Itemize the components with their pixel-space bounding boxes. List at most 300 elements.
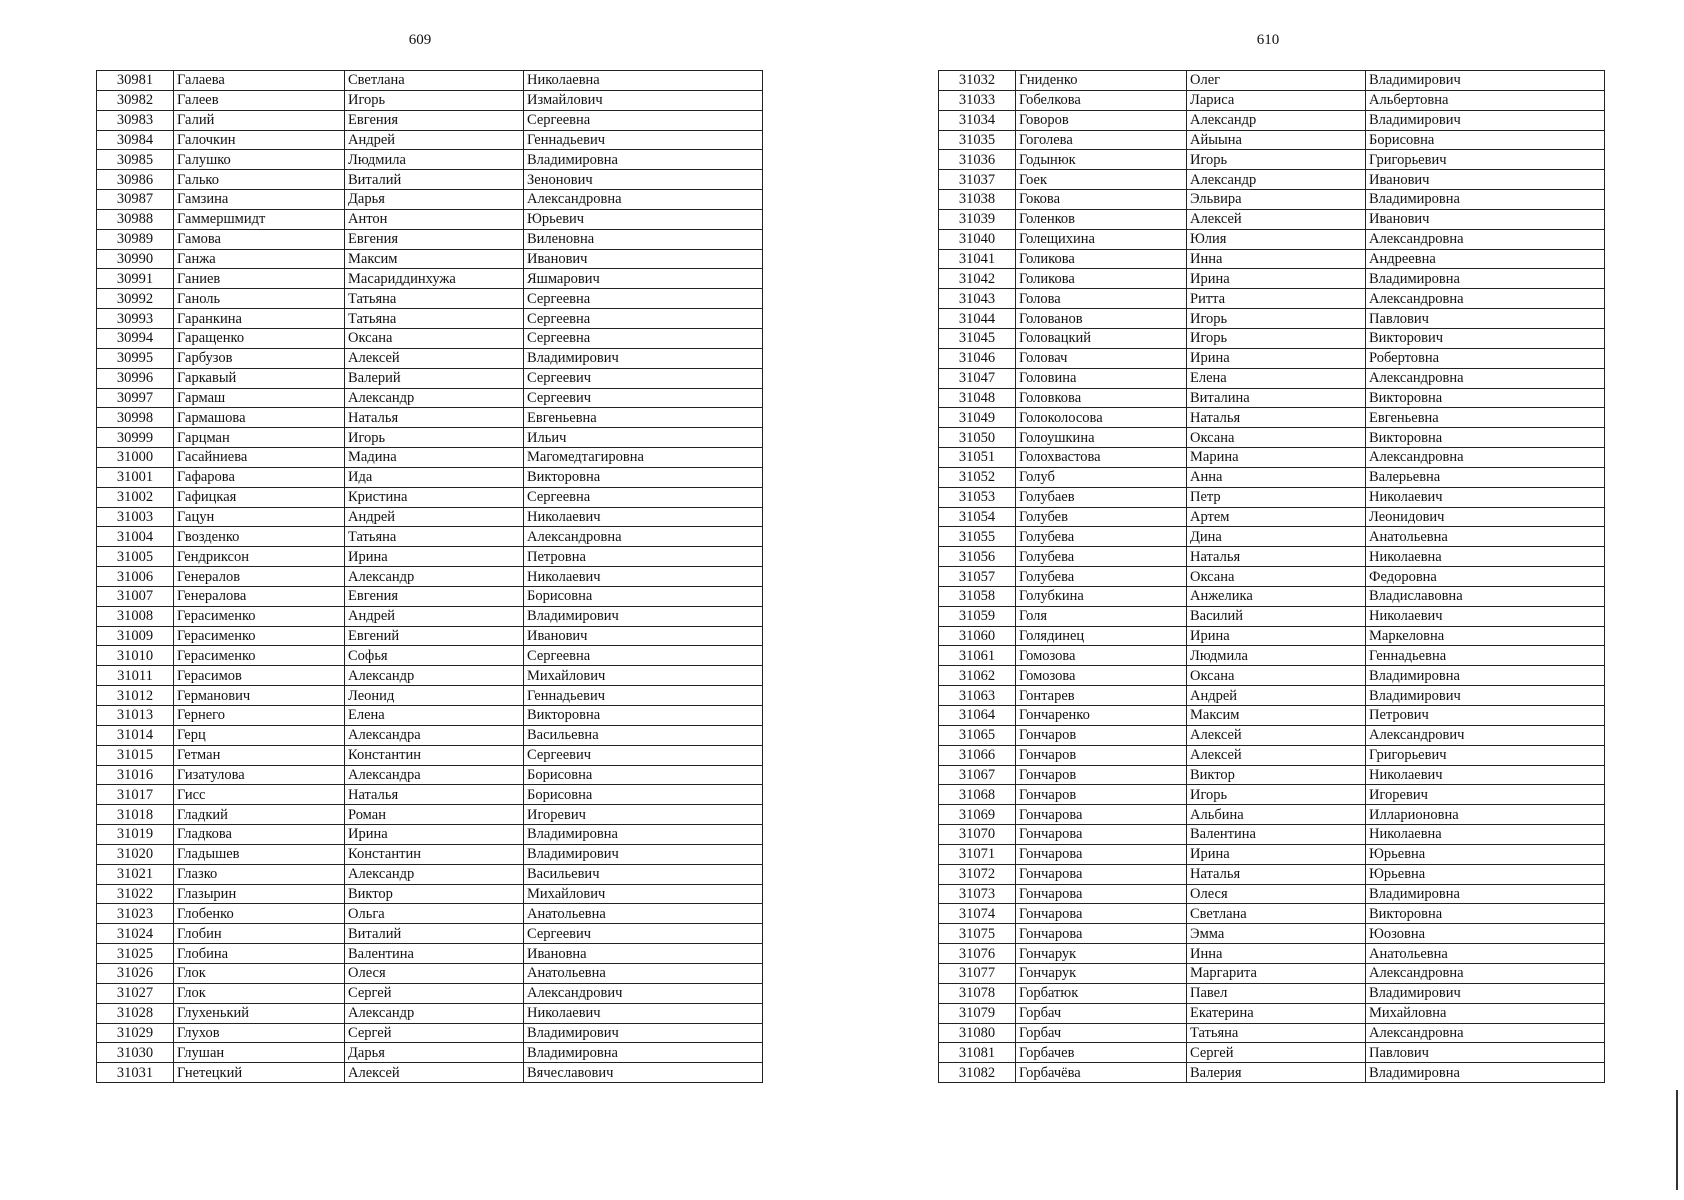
first-name-cell: Александр [1187, 110, 1366, 130]
first-name-cell: Сергей [1187, 1043, 1366, 1063]
last-name-cell: Гончарова [1016, 924, 1187, 944]
record-number-cell: 31054 [939, 507, 1016, 527]
record-number-cell: 31056 [939, 547, 1016, 567]
last-name-cell: Глушан [174, 1043, 345, 1063]
last-name-cell: Головач [1016, 348, 1187, 368]
last-name-cell: Голубева [1016, 567, 1187, 587]
register-table-body [97, 71, 763, 1083]
patronymic-cell: Иванович [524, 249, 763, 269]
table-row [939, 646, 1605, 666]
table-row [939, 944, 1605, 964]
record-number-cell: 31000 [97, 448, 174, 468]
patronymic-cell: Юозовна [1366, 924, 1605, 944]
table-row [97, 71, 763, 91]
record-number-cell: 31013 [97, 706, 174, 726]
last-name-cell: Герасименко [174, 626, 345, 646]
table-row [97, 983, 763, 1003]
table-row [97, 765, 763, 785]
first-name-cell: Светлана [345, 71, 524, 91]
table-row [939, 249, 1605, 269]
last-name-cell: Гобелкова [1016, 90, 1187, 110]
record-number-cell: 31004 [97, 527, 174, 547]
last-name-cell: Гармашова [174, 408, 345, 428]
patronymic-cell: Владимирович [1366, 110, 1605, 130]
record-number-cell: 31079 [939, 1003, 1016, 1023]
table-row [939, 1003, 1605, 1023]
first-name-cell: Софья [345, 646, 524, 666]
table-row [97, 646, 763, 666]
last-name-cell: Гаммершмидт [174, 209, 345, 229]
patronymic-cell: Владимировна [524, 1043, 763, 1063]
patronymic-cell: Николаевна [1366, 825, 1605, 845]
table-row [97, 448, 763, 468]
table-row [939, 963, 1605, 983]
last-name-cell: Ганоль [174, 289, 345, 309]
patronymic-cell: Александровна [524, 190, 763, 210]
record-number-cell: 31033 [939, 90, 1016, 110]
last-name-cell: Гамзина [174, 190, 345, 210]
table-row [939, 686, 1605, 706]
record-number-cell: 31030 [97, 1043, 174, 1063]
table-row [939, 467, 1605, 487]
patronymic-cell: Владимировна [524, 825, 763, 845]
record-number-cell: 31066 [939, 745, 1016, 765]
first-name-cell: Игорь [345, 90, 524, 110]
first-name-cell: Константин [345, 844, 524, 864]
patronymic-cell: Иванович [524, 626, 763, 646]
first-name-cell: Александра [345, 725, 524, 745]
last-name-cell: Гончарова [1016, 864, 1187, 884]
patronymic-cell: Михайлович [524, 666, 763, 686]
record-number-cell: 30990 [97, 249, 174, 269]
table-row [939, 368, 1605, 388]
patronymic-cell: Владимировна [1366, 190, 1605, 210]
last-name-cell: Галаева [174, 71, 345, 91]
table-row [939, 825, 1605, 845]
patronymic-cell: Анатольевна [524, 963, 763, 983]
last-name-cell: Гончаров [1016, 745, 1187, 765]
patronymic-cell: Александрович [524, 983, 763, 1003]
last-name-cell: Гвозденко [174, 527, 345, 547]
last-name-cell: Гончаренко [1016, 706, 1187, 726]
patronymic-cell: Владимировна [1366, 269, 1605, 289]
record-number-cell: 31045 [939, 328, 1016, 348]
first-name-cell: Светлана [1187, 904, 1366, 924]
record-number-cell: 31075 [939, 924, 1016, 944]
table-row [939, 1063, 1605, 1083]
last-name-cell: Гладкий [174, 805, 345, 825]
record-number-cell: 31038 [939, 190, 1016, 210]
record-number-cell: 31039 [939, 209, 1016, 229]
patronymic-cell: Николаевич [524, 507, 763, 527]
first-name-cell: Игорь [345, 428, 524, 448]
last-name-cell: Голикова [1016, 249, 1187, 269]
record-number-cell: 31058 [939, 586, 1016, 606]
last-name-cell: Гацун [174, 507, 345, 527]
last-name-cell: Гончарук [1016, 963, 1187, 983]
first-name-cell: Альбина [1187, 805, 1366, 825]
first-name-cell: Наталья [345, 408, 524, 428]
table-row [97, 150, 763, 170]
first-name-cell: Ирина [1187, 348, 1366, 368]
table-row [939, 448, 1605, 468]
table-row [97, 110, 763, 130]
table-row [97, 567, 763, 587]
last-name-cell: Гнетецкий [174, 1063, 345, 1083]
record-number-cell: 31034 [939, 110, 1016, 130]
first-name-cell: Сергей [345, 983, 524, 1003]
first-name-cell: Евгений [345, 626, 524, 646]
last-name-cell: Галочкин [174, 130, 345, 150]
record-number-cell: 31029 [97, 1023, 174, 1043]
record-number-cell: 31023 [97, 904, 174, 924]
first-name-cell: Олеся [1187, 884, 1366, 904]
last-name-cell: Глок [174, 983, 345, 1003]
record-number-cell: 31019 [97, 825, 174, 845]
patronymic-cell: Владимировна [1366, 666, 1605, 686]
first-name-cell: Игорь [1187, 328, 1366, 348]
table-row [97, 269, 763, 289]
record-number-cell: 31001 [97, 467, 174, 487]
table-row [939, 924, 1605, 944]
first-name-cell: Анжелика [1187, 586, 1366, 606]
patronymic-cell: Александровна [524, 527, 763, 547]
first-name-cell: Евгения [345, 586, 524, 606]
patronymic-cell: Анатольевна [1366, 944, 1605, 964]
table-row [97, 706, 763, 726]
patronymic-cell: Борисовна [1366, 130, 1605, 150]
patronymic-cell: Васильевна [524, 725, 763, 745]
first-name-cell: Василий [1187, 606, 1366, 626]
last-name-cell: Глазырин [174, 884, 345, 904]
table-row [97, 884, 763, 904]
table-row [97, 686, 763, 706]
last-name-cell: Гаранкина [174, 309, 345, 329]
patronymic-cell: Геннадьевич [524, 130, 763, 150]
table-row [939, 90, 1605, 110]
last-name-cell: Голубкина [1016, 586, 1187, 606]
table-row [939, 71, 1605, 91]
record-number-cell: 31036 [939, 150, 1016, 170]
patronymic-cell: Иванович [1366, 170, 1605, 190]
patronymic-cell: Петрович [1366, 706, 1605, 726]
first-name-cell: Евгения [345, 110, 524, 130]
first-name-cell: Татьяна [345, 289, 524, 309]
patronymic-cell: Александровна [1366, 448, 1605, 468]
patronymic-cell: Владимирович [524, 606, 763, 626]
table-row [939, 606, 1605, 626]
last-name-cell: Глазко [174, 864, 345, 884]
last-name-cell: Генералов [174, 567, 345, 587]
first-name-cell: Виктор [345, 884, 524, 904]
first-name-cell: Оксана [1187, 666, 1366, 686]
first-name-cell: Алексей [1187, 745, 1366, 765]
record-number-cell: 30997 [97, 388, 174, 408]
table-row [939, 388, 1605, 408]
patronymic-cell: Владимировна [524, 150, 763, 170]
table-row [97, 507, 763, 527]
record-number-cell: 31081 [939, 1043, 1016, 1063]
record-number-cell: 31069 [939, 805, 1016, 825]
patronymic-cell: Яшмарович [524, 269, 763, 289]
first-name-cell: Елена [1187, 368, 1366, 388]
scan-edge-mark [1676, 1090, 1678, 1190]
first-name-cell: Петр [1187, 487, 1366, 507]
record-number-cell: 31076 [939, 944, 1016, 964]
table-row [939, 289, 1605, 309]
table-row [939, 805, 1605, 825]
record-number-cell: 31026 [97, 963, 174, 983]
table-row [97, 428, 763, 448]
first-name-cell: Виталий [345, 924, 524, 944]
record-number-cell: 31037 [939, 170, 1016, 190]
record-number-cell: 31021 [97, 864, 174, 884]
last-name-cell: Голова [1016, 289, 1187, 309]
patronymic-cell: Игоревич [1366, 785, 1605, 805]
patronymic-cell: Сергеевич [524, 745, 763, 765]
table-row [97, 1043, 763, 1063]
last-name-cell: Гаркавый [174, 368, 345, 388]
patronymic-cell: Павлович [1366, 309, 1605, 329]
last-name-cell: Галий [174, 110, 345, 130]
patronymic-cell: Николаевич [1366, 487, 1605, 507]
patronymic-cell: Борисовна [524, 785, 763, 805]
table-row [939, 408, 1605, 428]
patronymic-cell: Владимировна [1366, 1063, 1605, 1083]
table-row [939, 487, 1605, 507]
first-name-cell: Людмила [1187, 646, 1366, 666]
first-name-cell: Ирина [1187, 626, 1366, 646]
last-name-cell: Голоколосова [1016, 408, 1187, 428]
table-row [97, 1023, 763, 1043]
table-row [97, 229, 763, 249]
last-name-cell: Гончарук [1016, 944, 1187, 964]
patronymic-cell: Александровна [1366, 368, 1605, 388]
patronymic-cell: Сергеевич [524, 368, 763, 388]
patronymic-cell: Сергеевна [524, 487, 763, 507]
table-row [97, 388, 763, 408]
record-number-cell: 30986 [97, 170, 174, 190]
first-name-cell: Ида [345, 467, 524, 487]
first-name-cell: Александра [345, 765, 524, 785]
last-name-cell: Голещихина [1016, 229, 1187, 249]
patronymic-cell: Юрьевна [1366, 844, 1605, 864]
first-name-cell: Валерий [345, 368, 524, 388]
first-name-cell: Игорь [1187, 150, 1366, 170]
patronymic-cell: Александровна [1366, 289, 1605, 309]
patronymic-cell: Александрович [1366, 725, 1605, 745]
patronymic-cell: Владимирович [524, 1023, 763, 1043]
record-number-cell: 30992 [97, 289, 174, 309]
first-name-cell: Наталья [345, 785, 524, 805]
last-name-cell: Гомозова [1016, 666, 1187, 686]
record-number-cell: 31070 [939, 825, 1016, 845]
register-table [938, 70, 1605, 1083]
patronymic-cell: Сергеевна [524, 646, 763, 666]
last-name-cell: Голуб [1016, 467, 1187, 487]
record-number-cell: 31077 [939, 963, 1016, 983]
first-name-cell: Виктор [1187, 765, 1366, 785]
patronymic-cell: Михайлович [524, 884, 763, 904]
table-row [939, 130, 1605, 150]
last-name-cell: Гетман [174, 745, 345, 765]
patronymic-cell: Викторович [1366, 328, 1605, 348]
patronymic-cell: Николаевич [1366, 765, 1605, 785]
first-name-cell: Айыына [1187, 130, 1366, 150]
first-name-cell: Максим [1187, 706, 1366, 726]
table-row [97, 745, 763, 765]
last-name-cell: Галушко [174, 150, 345, 170]
first-name-cell: Артем [1187, 507, 1366, 527]
first-name-cell: Мадина [345, 448, 524, 468]
first-name-cell: Оксана [345, 328, 524, 348]
patronymic-cell: Магомедтагировна [524, 448, 763, 468]
patronymic-cell: Игоревич [524, 805, 763, 825]
first-name-cell: Алексей [1187, 209, 1366, 229]
first-name-cell: Дарья [345, 1043, 524, 1063]
record-number-cell: 31040 [939, 229, 1016, 249]
table-row [97, 904, 763, 924]
table-row [97, 1063, 763, 1083]
record-number-cell: 31067 [939, 765, 1016, 785]
record-number-cell: 31061 [939, 646, 1016, 666]
first-name-cell: Александр [345, 666, 524, 686]
last-name-cell: Горбач [1016, 1003, 1187, 1023]
first-name-cell: Ритта [1187, 289, 1366, 309]
patronymic-cell: Юрьевич [524, 209, 763, 229]
patronymic-cell: Леонидович [1366, 507, 1605, 527]
last-name-cell: Гисс [174, 785, 345, 805]
first-name-cell: Маргарита [1187, 963, 1366, 983]
last-name-cell: Голядинец [1016, 626, 1187, 646]
last-name-cell: Гончарова [1016, 904, 1187, 924]
table-row [97, 844, 763, 864]
first-name-cell: Александр [345, 388, 524, 408]
record-number-cell: 31065 [939, 725, 1016, 745]
table-row [97, 527, 763, 547]
record-number-cell: 30994 [97, 328, 174, 348]
record-number-cell: 31053 [939, 487, 1016, 507]
last-name-cell: Гасайниева [174, 448, 345, 468]
record-number-cell: 31032 [939, 71, 1016, 91]
last-name-cell: Головина [1016, 368, 1187, 388]
table-row [97, 666, 763, 686]
page-number: 609 [408, 32, 432, 48]
table-row [939, 150, 1605, 170]
first-name-cell: Эмма [1187, 924, 1366, 944]
first-name-cell: Олег [1187, 71, 1366, 91]
first-name-cell: Юлия [1187, 229, 1366, 249]
patronymic-cell: Владиславовна [1366, 586, 1605, 606]
last-name-cell: Галеев [174, 90, 345, 110]
record-number-cell: 31003 [97, 507, 174, 527]
record-number-cell: 31073 [939, 884, 1016, 904]
patronymic-cell: Николаевна [1366, 547, 1605, 567]
last-name-cell: Гарбузов [174, 348, 345, 368]
last-name-cell: Гладкова [174, 825, 345, 845]
record-number-cell: 31006 [97, 567, 174, 587]
first-name-cell: Ирина [345, 825, 524, 845]
last-name-cell: Гамова [174, 229, 345, 249]
patronymic-cell: Викторовна [524, 467, 763, 487]
table-row [939, 328, 1605, 348]
patronymic-cell: Маркеловна [1366, 626, 1605, 646]
table-row [97, 309, 763, 329]
record-number-cell: 31007 [97, 586, 174, 606]
patronymic-cell: Павлович [1366, 1043, 1605, 1063]
patronymic-cell: Владимировна [1366, 884, 1605, 904]
patronymic-cell: Евгеньевна [1366, 408, 1605, 428]
record-number-cell: 31022 [97, 884, 174, 904]
last-name-cell: Гоек [1016, 170, 1187, 190]
last-name-cell: Глок [174, 963, 345, 983]
first-name-cell: Ирина [1187, 844, 1366, 864]
patronymic-cell: Вячеславович [524, 1063, 763, 1083]
table-row [97, 170, 763, 190]
table-row [939, 428, 1605, 448]
record-number-cell: 30989 [97, 229, 174, 249]
record-number-cell: 31008 [97, 606, 174, 626]
record-number-cell: 31082 [939, 1063, 1016, 1083]
patronymic-cell: Ивановна [524, 944, 763, 964]
table-row [97, 924, 763, 944]
patronymic-cell: Виленовна [524, 229, 763, 249]
last-name-cell: Герасимов [174, 666, 345, 686]
first-name-cell: Валентина [1187, 825, 1366, 845]
last-name-cell: Галько [174, 170, 345, 190]
first-name-cell: Павел [1187, 983, 1366, 1003]
first-name-cell: Дина [1187, 527, 1366, 547]
record-number-cell: 30981 [97, 71, 174, 91]
record-number-cell: 31060 [939, 626, 1016, 646]
last-name-cell: Глобина [174, 944, 345, 964]
patronymic-cell: Иванович [1366, 209, 1605, 229]
first-name-cell: Масариддинхужа [345, 269, 524, 289]
patronymic-cell: Викторовна [1366, 388, 1605, 408]
table-row [97, 725, 763, 745]
patronymic-cell: Владимирович [1366, 71, 1605, 91]
last-name-cell: Говоров [1016, 110, 1187, 130]
last-name-cell: Гомозова [1016, 646, 1187, 666]
patronymic-cell: Робертовна [1366, 348, 1605, 368]
patronymic-cell: Юрьевна [1366, 864, 1605, 884]
first-name-cell: Андрей [345, 130, 524, 150]
first-name-cell: Игорь [1187, 785, 1366, 805]
last-name-cell: Гафарова [174, 467, 345, 487]
table-row [97, 130, 763, 150]
first-name-cell: Кристина [345, 487, 524, 507]
first-name-cell: Антон [345, 209, 524, 229]
last-name-cell: Голубева [1016, 527, 1187, 547]
record-number-cell: 31035 [939, 130, 1016, 150]
table-row [97, 487, 763, 507]
last-name-cell: Гафицкая [174, 487, 345, 507]
table-row [97, 209, 763, 229]
table-row [939, 110, 1605, 130]
patronymic-cell: Борисовна [524, 586, 763, 606]
table-row [97, 547, 763, 567]
first-name-cell: Алексей [345, 1063, 524, 1083]
last-name-cell: Глухов [174, 1023, 345, 1043]
record-number-cell: 31049 [939, 408, 1016, 428]
register-table [96, 70, 763, 1083]
table-row [97, 586, 763, 606]
first-name-cell: Татьяна [345, 309, 524, 329]
patronymic-cell: Сергеевич [524, 924, 763, 944]
table-row [97, 1003, 763, 1023]
patronymic-cell: Сергеевич [524, 388, 763, 408]
last-name-cell: Гниденко [1016, 71, 1187, 91]
